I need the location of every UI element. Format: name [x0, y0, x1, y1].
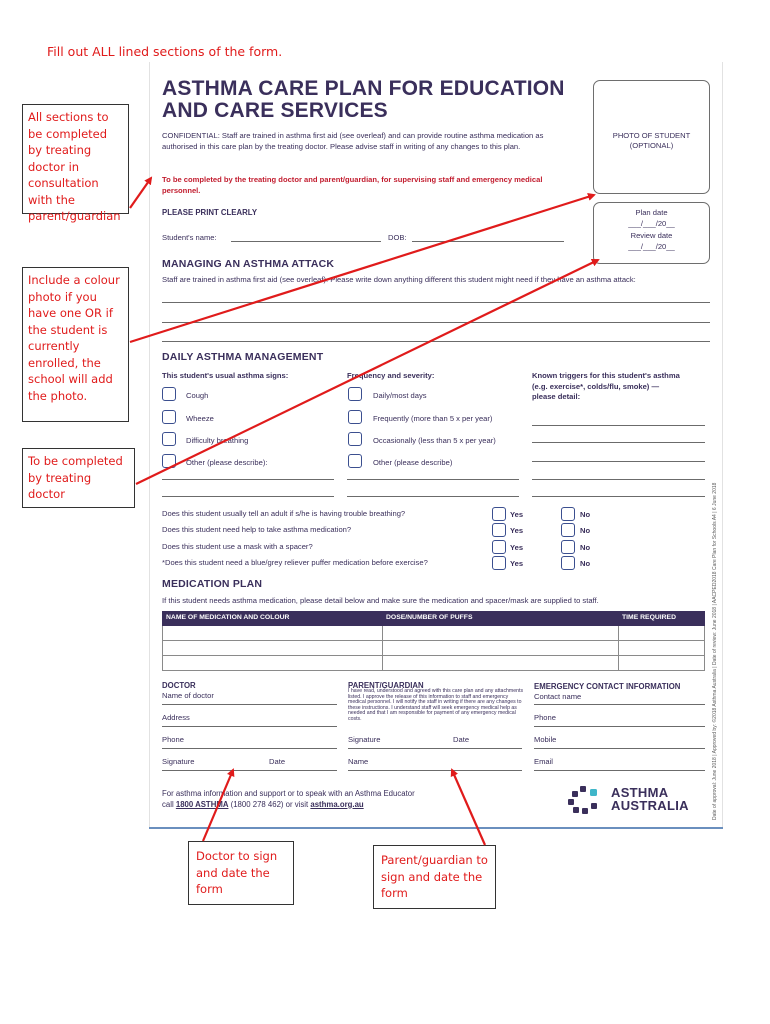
- q3-yes-checkbox[interactable]: [492, 540, 506, 554]
- q4-no-checkbox[interactable]: [561, 556, 575, 570]
- top-instruction: Fill out ALL lined sections of the form.: [47, 44, 283, 59]
- contact-name-field[interactable]: [534, 704, 705, 705]
- contact-email-field[interactable]: [534, 770, 705, 771]
- annotation-parent-sign: Parent/guardian to sign and date the form: [373, 845, 496, 909]
- annotation-treating-doctor: To be completed by treating doctor: [22, 448, 135, 508]
- triggers-line-2[interactable]: [532, 442, 705, 443]
- signs-other-line-2[interactable]: [162, 496, 334, 497]
- freq-frequently-label: Frequently (more than 5 x per year): [373, 414, 493, 423]
- q2-no-label: No: [580, 526, 591, 535]
- parent-signature-field[interactable]: [348, 748, 522, 749]
- q2-no-checkbox[interactable]: [561, 523, 575, 537]
- students-name-field[interactable]: [231, 241, 381, 242]
- managing-line-3[interactable]: [162, 341, 710, 342]
- sign-cough-checkbox[interactable]: [162, 387, 176, 401]
- freq-other-checkbox[interactable]: [348, 454, 362, 468]
- review-date-label: Review date: [630, 231, 673, 240]
- annotation-doctor-sign: Doctor to sign and date the form: [188, 841, 294, 905]
- freq-daily-checkbox[interactable]: [348, 387, 362, 401]
- triggers-heading: Known triggers for this student's asthma (e.g. exercise*, colds/flu, smoke) — please detail:: [532, 371, 680, 401]
- q1-no-label: No: [580, 510, 591, 519]
- q1-yes-checkbox[interactable]: [492, 507, 506, 521]
- question-1: Does this student usually tell an adult if s/he is having trouble breathing?: [162, 509, 406, 518]
- managing-line-1[interactable]: [162, 302, 710, 303]
- contact-email-label: Email: [534, 757, 553, 766]
- plan-date-field[interactable]: ___/___/20__: [628, 218, 675, 228]
- footer-website-link[interactable]: asthma.org.au: [310, 799, 364, 809]
- freq-other-label: Other (please describe): [373, 458, 453, 467]
- q4-yes-checkbox[interactable]: [492, 556, 506, 570]
- parent-date-label: Date: [453, 735, 470, 744]
- freq-occasionally-checkbox[interactable]: [348, 432, 362, 446]
- sheet-bottom-rule: [149, 827, 723, 829]
- doctor-phone-label: Phone: [162, 735, 184, 744]
- contact-mobile-field[interactable]: [534, 748, 705, 749]
- question-3: Does this student use a mask with a spacer?: [162, 542, 313, 551]
- sign-wheeze-checkbox[interactable]: [162, 410, 176, 424]
- doctor-address-label: Address: [162, 713, 190, 722]
- form-title: ASTHMA CARE PLAN FOR EDUCATION AND CARE SERVICES: [162, 77, 565, 122]
- annotation-all-sections: All sections to be completed by treating doctor in consultation with the parent/guardian: [22, 104, 129, 214]
- medication-heading: MEDICATION PLAN: [162, 578, 263, 590]
- sign-other-label: Other (please describe):: [186, 458, 268, 467]
- managing-line-2[interactable]: [162, 322, 710, 323]
- med-col-dose: DOSE/NUMBER OF PUFFS: [386, 614, 473, 621]
- q2-yes-label: Yes: [510, 526, 524, 535]
- photo-label: PHOTO OF STUDENT: [612, 131, 691, 140]
- frequency-heading: Frequency and severity:: [347, 371, 435, 380]
- freq-daily-label: Daily/most days: [373, 391, 427, 400]
- sign-wheeze-label: Wheeze: [186, 414, 214, 423]
- managing-text: Staff are trained in asthma first aid (see overleaf). Please write down anything different this student might need if they have an asthma attack:: [162, 275, 636, 284]
- sign-difficulty-breathing-label: Difficulty breathing: [186, 436, 249, 445]
- question-2: Does this student need help to take asthma medication?: [162, 525, 352, 534]
- contact-phone-field[interactable]: [534, 726, 705, 727]
- parent-heading: PARENT/GUARDIAN: [348, 681, 424, 690]
- arrow-to-completion-note: [130, 178, 151, 208]
- students-name-label: Student's name:: [162, 233, 217, 242]
- daily-heading: DAILY ASTHMA MANAGEMENT: [162, 351, 324, 363]
- freq-other-line-2[interactable]: [347, 496, 519, 497]
- question-4: *Does this student need a blue/grey reliever puffer medication before exercise?: [162, 558, 428, 567]
- doctor-phone-field[interactable]: [162, 748, 337, 749]
- doctor-signature-field[interactable]: [162, 770, 337, 771]
- freq-occasionally-label: Occasionally (less than 5 x per year): [373, 436, 496, 445]
- footer-text: For asthma information and support or to speak with an Asthma Educator call 1800 ASTHMA (1800 278 462) or visit asthma.org.au: [162, 789, 415, 809]
- medication-table[interactable]: [162, 626, 705, 671]
- med-row-divider: [163, 640, 704, 641]
- footer-phone-link[interactable]: 1800 ASTHMA: [175, 799, 229, 809]
- plan-dates-box: [593, 202, 710, 264]
- asthma-australia-logo-text: ASTHMA AUSTRALIA: [611, 785, 689, 813]
- parent-consent-text: I have read, understood and agreed with this care plan and any attachments listed. I approve the release of this information to staff and emergency medical personnel. I will notify the staff in writing if there are any changes to these instructions. I understand staff will seek emergency medical help as needed and that I am responsible for payment of any emergency medical costs.: [348, 688, 524, 722]
- triggers-line-1[interactable]: [532, 425, 705, 426]
- doctor-address-field[interactable]: [162, 726, 337, 727]
- sign-other-checkbox[interactable]: [162, 454, 176, 468]
- parent-signature-label: Signature: [348, 735, 381, 744]
- q3-no-checkbox[interactable]: [561, 540, 575, 554]
- med-col-name: NAME OF MEDICATION AND COLOUR: [166, 614, 290, 621]
- to-be-completed-text: To be completed by the treating doctor and parent/guardian, for supervising staff and emergency medical personnel.: [162, 175, 543, 195]
- review-date-field[interactable]: ___/___/20__: [628, 241, 675, 251]
- doctor-name-label: Name of doctor: [162, 691, 214, 700]
- photo-optional-label: (OPTIONAL): [629, 141, 674, 150]
- q3-yes-label: Yes: [510, 543, 524, 552]
- doctor-date-label: Date: [269, 757, 286, 766]
- emergency-heading: EMERGENCY CONTACT INFORMATION: [534, 682, 681, 691]
- managing-heading: MANAGING AN ASTHMA ATTACK: [162, 258, 335, 270]
- print-clearly-label: PLEASE PRINT CLEARLY: [162, 208, 258, 217]
- med-row-divider: [163, 670, 704, 671]
- sign-difficulty-breathing-checkbox[interactable]: [162, 432, 176, 446]
- parent-name-label: Name: [348, 757, 369, 766]
- med-row-divider: [163, 655, 704, 656]
- q1-yes-label: Yes: [510, 510, 524, 519]
- contact-phone-label: Phone: [534, 713, 556, 722]
- signs-heading: This student's usual asthma signs:: [162, 371, 289, 380]
- med-col-divider: [618, 626, 619, 671]
- med-col-time: TIME REQUIRED: [622, 614, 677, 621]
- q4-yes-label: Yes: [510, 559, 524, 568]
- q1-no-checkbox[interactable]: [561, 507, 575, 521]
- sign-cough-label: Cough: [186, 391, 209, 400]
- medication-table-header: [162, 611, 705, 626]
- triggers-line-5[interactable]: [532, 496, 705, 497]
- annotation-photo: Include a colour photo if you have one OR if the student is currently enrolled, the school will add the photo.: [22, 267, 129, 422]
- dob-label: DOB:: [388, 233, 407, 242]
- medication-text: If this student needs asthma medication, please detail below and make sure the medication and spacer/mask are supplied to staff.: [162, 596, 599, 605]
- doctor-name-field[interactable]: [162, 704, 337, 705]
- parent-name-field[interactable]: [348, 770, 522, 771]
- doctor-signature-label: Signature: [162, 757, 195, 766]
- signs-other-line-1[interactable]: [162, 479, 334, 480]
- q3-no-label: No: [580, 543, 591, 552]
- asthma-australia-logo-mark: [567, 785, 603, 815]
- contact-name-label: Contact name: [534, 692, 582, 701]
- photo-box[interactable]: [593, 80, 710, 194]
- triggers-line-4[interactable]: [532, 479, 705, 480]
- med-col-divider: [382, 626, 383, 671]
- q2-yes-checkbox[interactable]: [492, 523, 506, 537]
- q4-no-label: No: [580, 559, 591, 568]
- doctor-heading: DOCTOR: [162, 681, 196, 690]
- dob-field[interactable]: [412, 241, 564, 242]
- freq-other-line-1[interactable]: [347, 479, 519, 480]
- confidential-text: CONFIDENTIAL: Staff are trained in asthma first aid (see overleaf) and can provide routine asthma medication as authorised in this care plan by the treating doctor. Please advise staff in writing of any changes to this plan.: [162, 131, 544, 151]
- freq-frequently-checkbox[interactable]: [348, 410, 362, 424]
- triggers-line-3[interactable]: [532, 461, 705, 462]
- vertical-approval-note: Date of approval: June 2018 | Approved by: ©2018 Asthma Australia | Date of review: June 2018 | AACPED2018 Care Plan for Schools A4 | 6 June 2018: [712, 482, 718, 820]
- contact-mobile-label: Mobile: [534, 735, 557, 744]
- plan-date-label: Plan date: [635, 208, 668, 217]
